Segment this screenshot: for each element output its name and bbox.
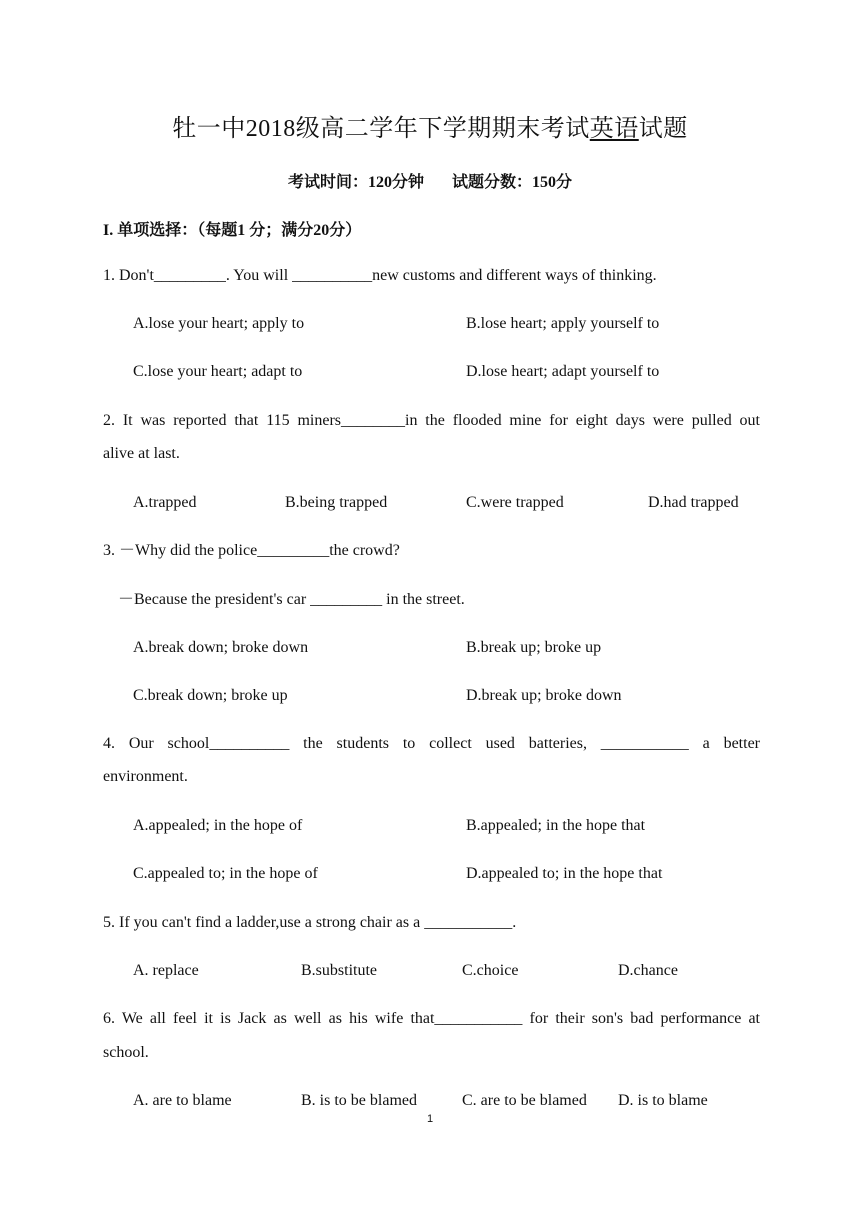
question-6-option-d: D. is to blame (618, 1092, 708, 1109)
question-1-stem: 1. Don't_________. You will __________new customs and different ways of thinking. (103, 267, 657, 284)
page-number: 1 (426, 1113, 434, 1125)
page-title (0, 108, 860, 143)
question-2-option-a: A.trapped (133, 494, 197, 511)
question-6-option-a: A. are to blame (133, 1092, 232, 1109)
question-2-option-b: B.being trapped (285, 494, 388, 511)
question-3-stem-cont: －Because the president's car _________ in the street. (118, 591, 465, 608)
title-prefix: 牡一中2018级高二学年下学期期末考试 (172, 116, 590, 142)
question-4-option-c: C.appealed to; in the hope of (133, 865, 318, 882)
question-1-option-d: D.lose heart; adapt yourself to (466, 363, 660, 380)
question-5-stem: 5. If you can't find a ladder,use a strong chair as a ___________. (103, 914, 517, 931)
question-6-stem-cont: school. (103, 1044, 149, 1061)
question-2-option-c: C.were trapped (466, 494, 564, 511)
exam-score: 试题分数：150分 (452, 174, 573, 191)
question-5-option-b: B.substitute (301, 962, 378, 979)
question-3-stem: 3. －Why did the police_________the crowd? (103, 542, 400, 559)
title-suffix: 试题 (638, 116, 688, 142)
question-4-option-b: B.appealed; in the hope that (466, 817, 646, 834)
question-4-option-a: A.appealed; in the hope of (133, 817, 303, 834)
exam-time: 考试时间：120分钟 (287, 174, 424, 191)
question-4-option-d: D.appealed to; in the hope that (466, 865, 663, 882)
question-1-option-b: B.lose heart; apply yourself to (466, 315, 660, 332)
question-6-stem: 6. We all feel it is Jack as well as his wife that___________ for their son's bad performance at (103, 1010, 760, 1027)
question-6-option-c: C. are to be blamed (462, 1092, 587, 1109)
exam-info (0, 169, 860, 192)
question-5-option-a: A. replace (133, 962, 199, 979)
question-1-option-a: A.lose your heart; apply to (133, 315, 305, 332)
section-heading: I. 单项选择：（每题1 分；满分20分） (103, 222, 362, 239)
question-2-option-d: D.had trapped (648, 494, 739, 511)
question-2-stem: 2. It was reported that 115 miners________in the flooded mine for eight days were pulled out (103, 412, 760, 429)
question-4-stem-cont: environment. (103, 768, 188, 785)
question-6-option-b: B. is to be blamed (301, 1092, 417, 1109)
question-2-stem-cont: alive at last. (103, 445, 180, 462)
question-3-option-c: C.break down; broke up (133, 687, 288, 704)
question-3-option-d: D.break up; broke down (466, 687, 622, 704)
question-3-option-a: A.break down; broke down (133, 639, 309, 656)
question-5-option-c: C.choice (462, 962, 519, 979)
question-1-option-c: C.lose your heart; adapt to (133, 363, 303, 380)
question-5-option-d: D.chance (618, 962, 678, 979)
question-3-option-b: B.break up; broke up (466, 639, 602, 656)
title-underlined: 英语 (589, 116, 639, 142)
question-4-stem: 4. Our school__________ the students to collect used batteries, ___________ a better (103, 735, 760, 752)
